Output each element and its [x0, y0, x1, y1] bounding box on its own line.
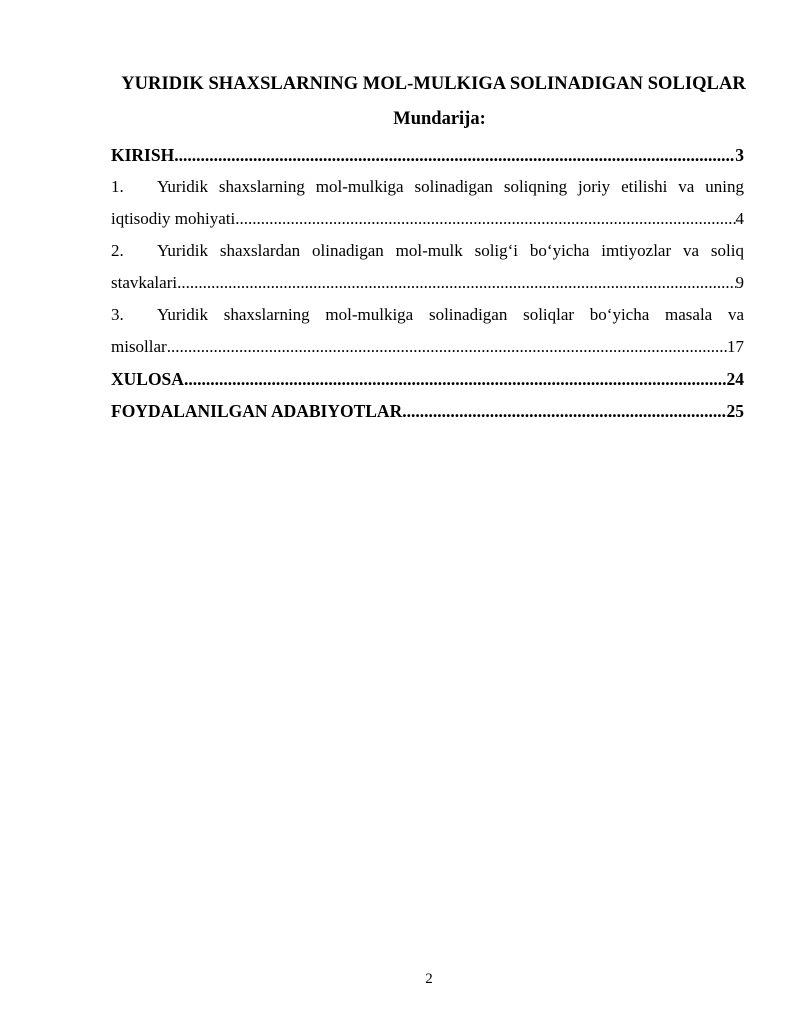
toc-entry-references — [111, 395, 744, 427]
toc-entry-chapter3-line2 — [111, 331, 744, 363]
toc-entry-label: XULOSA — [111, 369, 184, 389]
toc-entry-conclusion — [111, 363, 744, 395]
table-of-contents — [111, 139, 744, 427]
toc-entry-page: 9 — [735, 273, 744, 292]
toc-entry-chapter1-line2 — [111, 203, 744, 235]
toc-entry-page: 17 — [727, 337, 744, 356]
toc-entry-text: Yuridik shaxslardan olinadigan mol-mulk solig‘i bo‘yicha imtiyozlar va soliq — [157, 241, 744, 260]
toc-entry-number: 1. — [111, 177, 124, 196]
toc-entry-number: 3. — [111, 305, 124, 324]
toc-entry-page: 4 — [735, 209, 744, 228]
toc-entry-text: Yuridik shaxslarning mol-mulkiga solinadigan soliqning joriy etilishi va uning — [157, 177, 744, 196]
toc-entry-page: 3 — [735, 145, 744, 165]
toc-entry-text: Yuridik shaxslarning mol-mulkiga solinadigan soliqlar bo‘yicha masala va — [157, 305, 744, 324]
document-content — [111, 70, 744, 427]
toc-entry-chapter3-line1 — [111, 299, 744, 331]
toc-leader-dots — [184, 363, 727, 395]
toc-leader-dots — [167, 331, 727, 363]
toc-entry-chapter2-line1 — [111, 235, 744, 267]
toc-entry-text: misollar — [111, 337, 167, 356]
toc-entry-text: iqtisodiy mohiyati — [111, 209, 236, 228]
toc-entry-label: KIRISH — [111, 145, 175, 165]
toc-leader-dots — [174, 139, 735, 171]
toc-entry-chapter2-line2 — [111, 267, 744, 299]
toc-heading: Mundarija: — [393, 109, 486, 129]
toc-leader-dots — [402, 395, 726, 427]
page-number: 2 — [425, 971, 433, 987]
toc-entry-page: 25 — [726, 401, 744, 421]
toc-entry-intro — [111, 139, 744, 171]
toc-entry-page: 24 — [726, 369, 744, 389]
toc-entry-text: stavkalari — [111, 273, 178, 292]
toc-leader-dots — [235, 203, 735, 235]
toc-entry-chapter1-line1 — [111, 171, 744, 203]
toc-entry-number: 2. — [111, 241, 124, 260]
document-title: YURIDIK SHAXSLARNING MOL-MULKIGA SOLINADIGAN SOLIQLAR — [121, 74, 746, 94]
toc-leader-dots — [177, 267, 735, 299]
toc-entry-label: FOYDALANILGAN ADABIYOTLAR — [111, 401, 403, 421]
